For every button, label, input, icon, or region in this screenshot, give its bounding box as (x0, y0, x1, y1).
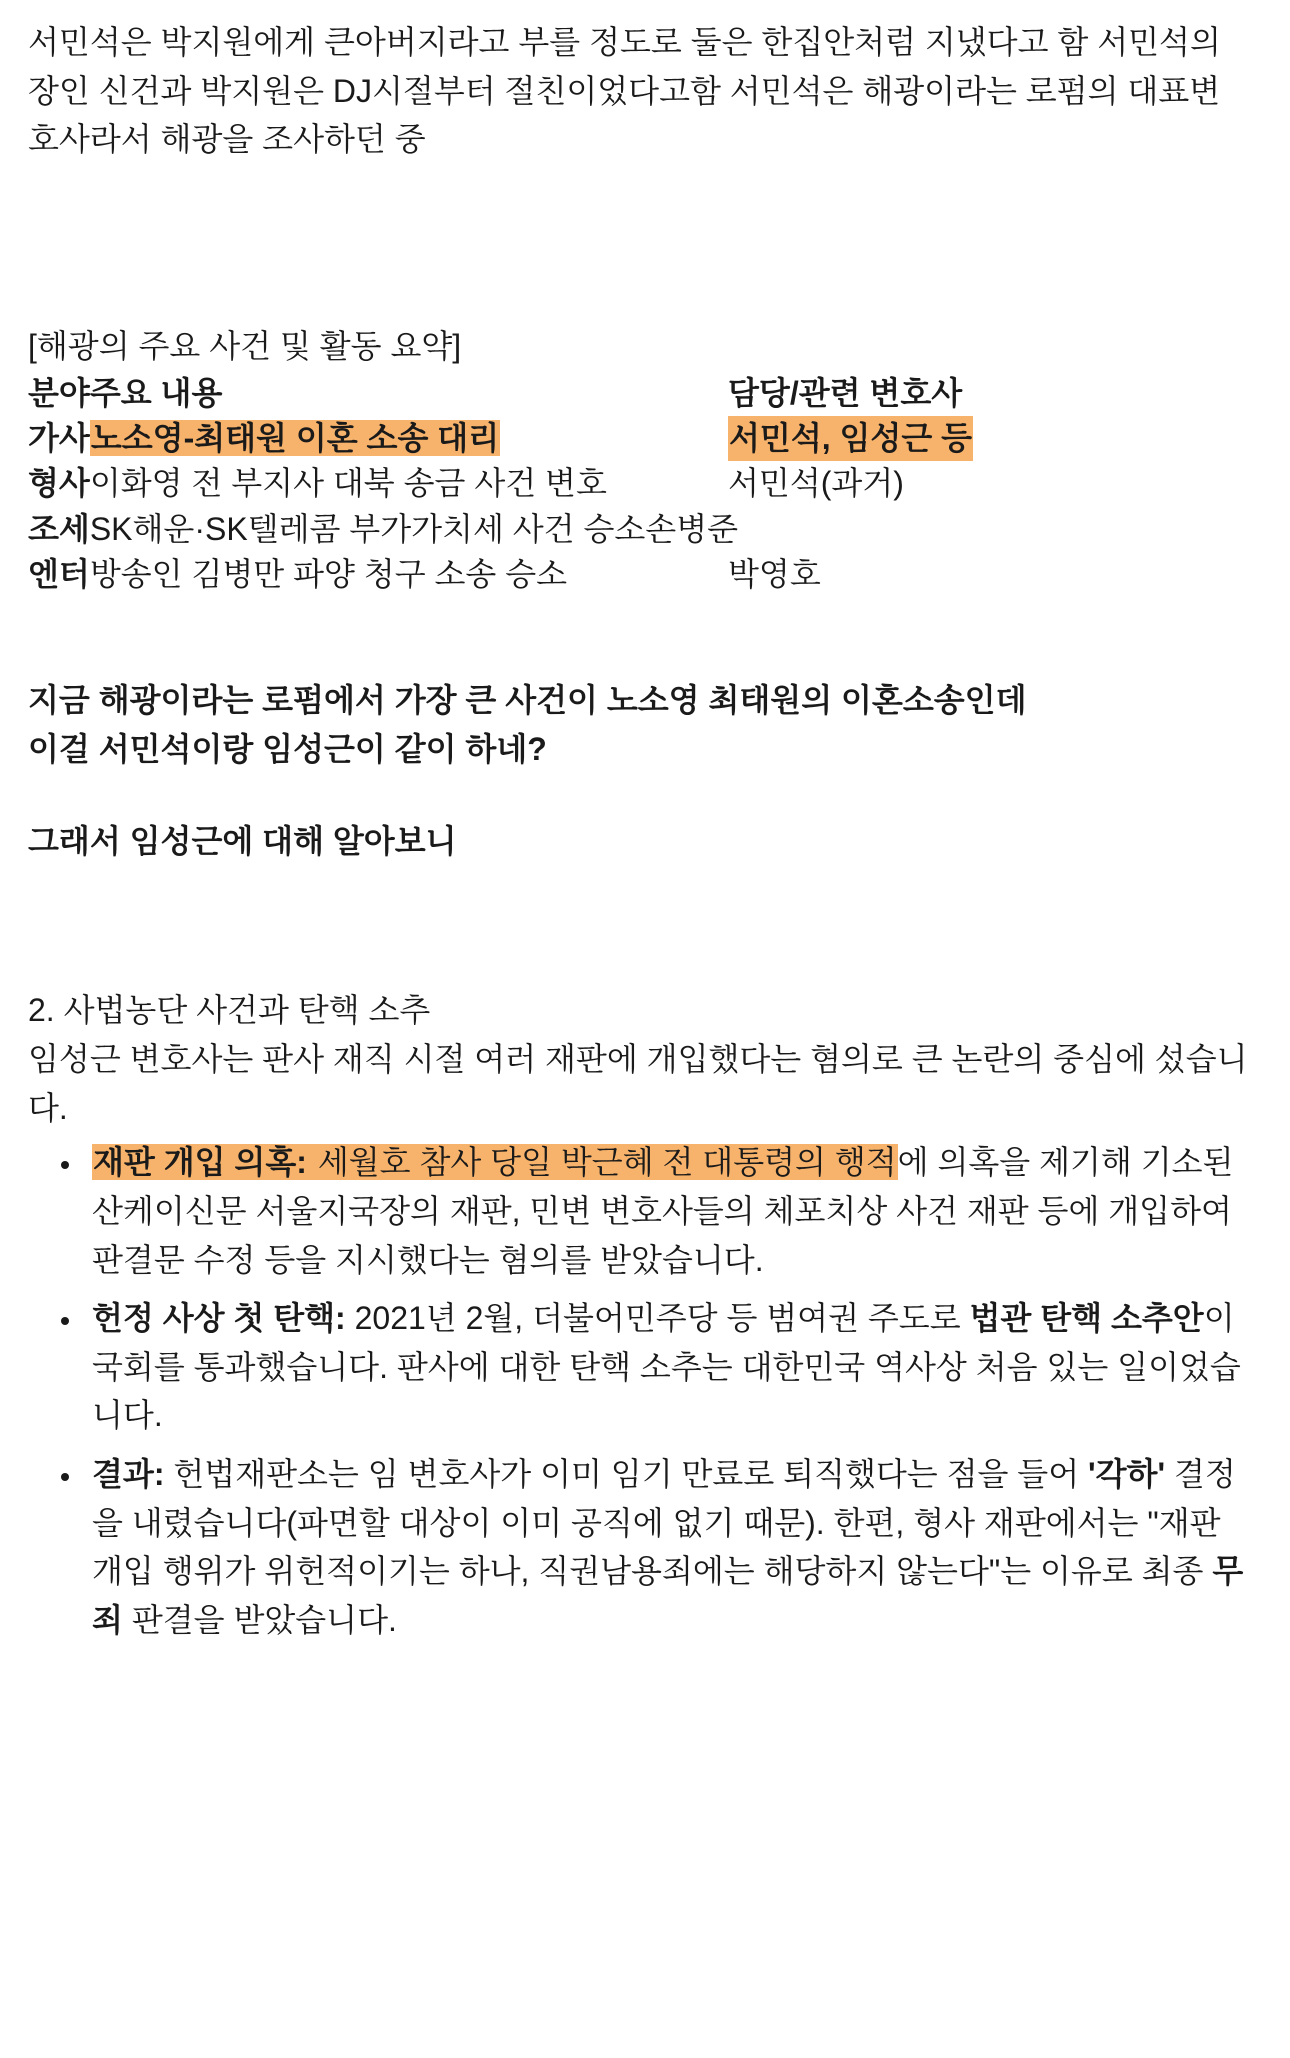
summary-category-rest: 노소영-최태원 이혼 소송 대리 (90, 419, 500, 456)
summary-cell-lawyer: 박영호 (728, 556, 821, 593)
summary-header-lawyer: 담당/관련 변호사 (728, 374, 963, 411)
summary-category-label: 엔터 (28, 556, 90, 593)
bullet-highlight-text: 세월호 참사 당일 박근혜 전 대통령의 행적 (308, 1144, 897, 1181)
question-line-1: 지금 해광이라는 로펌에서 가장 큰 사건이 노소영 최태원의 이혼소송인데 (28, 681, 1027, 718)
section-2-bullets (28, 1138, 1250, 1644)
summary-row (28, 416, 1250, 461)
question-line-3: 그래서 임성근에 대해 알아보니 (28, 822, 457, 859)
summary-header-category: 분야주요 내용 (28, 374, 223, 411)
bullet-text-e: 판결을 받았습니다. (122, 1601, 397, 1638)
summary-row (28, 552, 1250, 597)
bullet-text-a: 2021년 2월, 더불어민주당 등 범여권 주도로 (345, 1300, 970, 1337)
summary-cell-lawyer: 서민석(과거) (728, 465, 904, 502)
intro-paragraph: 서민석은 박지원에게 큰아버지라고 부를 정도로 둘은 한집안처럼 지냈다고 함 서민석의 장인 신건과 박지원은 DJ시절부터 절친이었다고함 서민석은 해광이라는 로펌의 대표변호사라서 해광을 조사하던 중 (28, 24, 1221, 158)
list-item (84, 1450, 1250, 1645)
summary-category-label: 가사 (28, 419, 90, 456)
summary-block (28, 322, 1250, 598)
summary-cell-category (28, 552, 728, 597)
bullet-label: 결과: (92, 1456, 165, 1493)
section-2 (28, 986, 1250, 1644)
question-line-2: 이걸 서민석이랑 임성근이 같이 하네? (28, 731, 547, 768)
summary-category-label: 조세 (28, 510, 90, 547)
summary-cell-category (28, 461, 728, 506)
spacer (28, 866, 1250, 986)
summary-header-row (28, 371, 1250, 416)
summary-category-rest: 이화영 전 부지사 대북 송금 사건 변호 (89, 465, 607, 502)
list-item (84, 1294, 1250, 1440)
summary-cell-category (28, 416, 728, 461)
bullet-label: 헌정 사상 첫 탄핵: (92, 1300, 346, 1337)
summary-title: [해광의 주요 사건 및 활동 요약] (28, 327, 462, 364)
section-2-heading: 2. 사법농단 사건과 탄핵 소추 (28, 992, 431, 1029)
spacer (28, 775, 1250, 817)
summary-cell-lawyer: 서민석, 임성근 등 (728, 416, 973, 461)
bullet-text-a: 헌법재판소는 임 변호사가 이미 임기 만료로 퇴직했다는 점을 들어 (164, 1456, 1089, 1493)
summary-row (28, 507, 1250, 552)
section-2-intro: 임성근 변호사는 판사 재직 시절 여러 재판에 개입했다는 혐의로 큰 논란의 중심에 섰습니다. (28, 1041, 1248, 1126)
summary-cell-category (28, 507, 739, 552)
list-item (84, 1138, 1250, 1284)
summary-category-label: 형사 (28, 465, 90, 502)
bullet-text-bold: '각하' (1088, 1456, 1166, 1493)
question-block (28, 676, 1250, 867)
bullet-rest: 에 의혹을 제기해 기소된 산케이신문 서울지국장의 재판, 민변 변호사들의 체포치상 사건 재판 등에 개입하여 판결문 수정 등을 지시했다는 혐의를 받았습니다. (92, 1144, 1234, 1278)
bullet-text-c: 결정을 내렸습니다(파면할 대상이 이미 공직에 없기 때문). 한편, 형사 재판에서는 "재판 개입 행위가 위헌적이기는 하나, 직권남용죄에는 해당하지 않는다"는 이유로 최종 (92, 1456, 1236, 1590)
bullet-text-bold-2: 무죄 (92, 1553, 1244, 1638)
bullet-label: 재판 개입 의혹: (93, 1144, 307, 1181)
spacer (28, 598, 1250, 676)
summary-category-rest: 방송인 김병만 파양 청구 소송 승소 (89, 556, 568, 593)
bullet-text-c: 이 국회를 통과했습니다. 판사에 대한 탄핵 소추는 대한민국 역사상 처음 있는 일이었습니다. (92, 1300, 1241, 1434)
summary-row (28, 461, 1250, 506)
summary-category-rest: SK해운·SK텔레콤 부가가치세 사건 승소손병준 (89, 510, 739, 547)
spacer (28, 164, 1250, 322)
bullet-text-bold: 법관 탄핵 소추안 (969, 1300, 1204, 1337)
